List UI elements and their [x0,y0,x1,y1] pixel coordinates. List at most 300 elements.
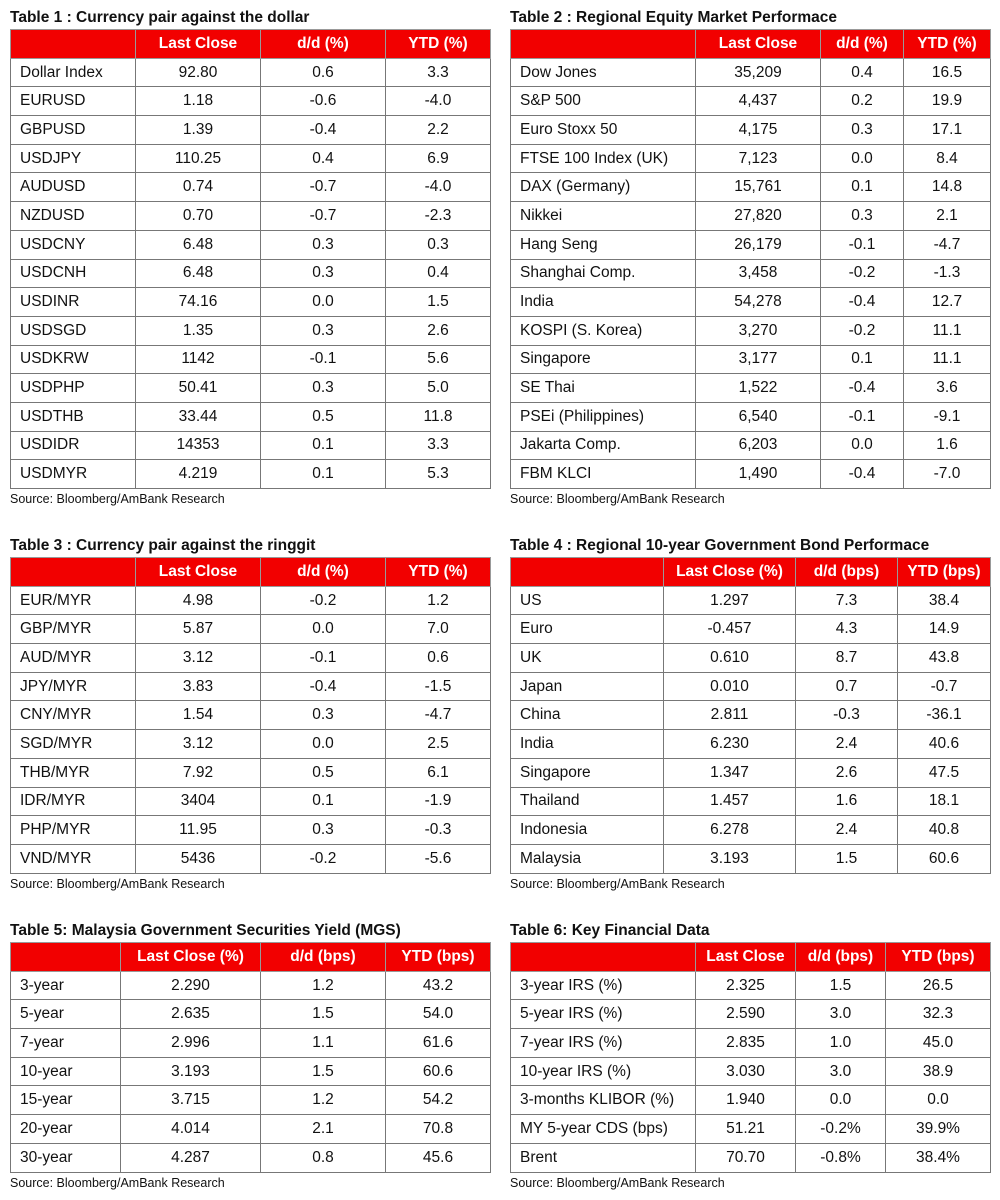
table-cell: -0.457 [664,615,796,644]
row-label: Singapore [511,758,664,787]
row-label: S&P 500 [511,87,696,116]
column-header: Last Close [136,558,261,587]
table-row [511,787,991,816]
table-3 [10,535,491,893]
table-row [11,615,491,644]
table-cell: 0.610 [664,644,796,673]
row-label: VND/MYR [11,844,136,873]
row-label: CNY/MYR [11,701,136,730]
table-cell: 0.3 [261,816,386,845]
column-header: YTD (%) [386,558,491,587]
table-cell: 1.347 [664,758,796,787]
row-label: USDIDR [11,431,136,460]
table-row [511,1143,991,1172]
table-cell: 11.1 [904,316,991,345]
table-row [511,1029,991,1058]
table-cell: 45.0 [886,1029,991,1058]
table-row [11,345,491,374]
table-5 [10,920,491,1192]
row-label: AUDUSD [11,173,136,202]
table-cell: 0.0 [261,615,386,644]
source-note: Source: Bloomberg/AmBank Research [510,1175,725,1190]
column-header: YTD (%) [904,30,991,59]
table-row [511,1057,991,1086]
table-4 [510,535,991,893]
table-row [511,1000,991,1029]
row-label: 10-year IRS (%) [511,1057,696,1086]
table-cell: 0.1 [261,431,386,460]
table-cell: 26,179 [696,230,821,259]
table-cell: -0.2 [821,259,904,288]
table-cell: 3,458 [696,259,821,288]
table-cell: 11.1 [904,345,991,374]
table-row [11,460,491,489]
table-cell: 0.2 [821,87,904,116]
table-cell: 0.3 [261,316,386,345]
table-row [511,259,991,288]
table-title: Table 6: Key Financial Data [510,922,710,939]
row-label: EURUSD [11,87,136,116]
row-label: SGD/MYR [11,730,136,759]
header-row [511,30,991,59]
table-cell: 3404 [136,787,261,816]
row-label: USDINR [11,288,136,317]
table-cell: 0.7 [796,672,898,701]
table-cell: -7.0 [904,460,991,489]
row-label: 5-year [11,1000,121,1029]
table-cell: 38.4 [898,586,991,615]
column-header [511,943,696,972]
table-cell: 0.3 [386,230,491,259]
data-table [10,29,491,489]
row-label: 3-months KLIBOR (%) [511,1086,696,1115]
column-header: YTD (%) [386,30,491,59]
table-cell: 1.457 [664,787,796,816]
table-cell: -0.7 [261,173,386,202]
table-row [11,1115,491,1144]
table-cell: 0.4 [386,259,491,288]
table-cell: -4.0 [386,87,491,116]
table-row [11,87,491,116]
row-label: Malaysia [511,844,664,873]
row-label: Dow Jones [511,58,696,87]
table-cell: 60.6 [898,844,991,873]
row-label: NZDUSD [11,202,136,231]
table-cell: 0.4 [261,144,386,173]
table-cell: 2.325 [696,971,796,1000]
header-row [511,943,991,972]
table-cell: -0.8% [796,1143,886,1172]
table-row [11,816,491,845]
column-header: Last Close [136,30,261,59]
table-cell: 1.1 [261,1029,386,1058]
table-cell: 1.6 [796,787,898,816]
table-row [11,116,491,145]
table-cell: 0.74 [136,173,261,202]
table-cell: -0.2 [261,844,386,873]
table-cell: -0.6 [261,87,386,116]
row-label: Indonesia [511,816,664,845]
row-label: PHP/MYR [11,816,136,845]
table-row [11,58,491,87]
table-cell: 14.9 [898,615,991,644]
table-cell: 3.12 [136,644,261,673]
table-cell: 1,490 [696,460,821,489]
table-cell: 2.1 [904,202,991,231]
table-cell: -36.1 [898,701,991,730]
table-cell: -0.1 [821,230,904,259]
table-cell: 3.715 [121,1086,261,1115]
table-cell: 1.940 [696,1086,796,1115]
table-cell: 70.70 [696,1143,796,1172]
table-cell: 5.6 [386,345,491,374]
row-label: USDJPY [11,144,136,173]
table-title: Table 2 : Regional Equity Market Performace [510,9,838,26]
table-row [511,173,991,202]
table-cell: -0.7 [898,672,991,701]
table-cell: 2.4 [796,730,898,759]
table-cell: 7.92 [136,758,261,787]
table-cell: 3.3 [386,431,491,460]
table-row [11,586,491,615]
table-cell: 6.1 [386,758,491,787]
table-row [11,1086,491,1115]
row-label: PSEi (Philippines) [511,402,696,431]
table-cell: 3.3 [386,58,491,87]
table-row [511,316,991,345]
table-row [11,402,491,431]
table-row [11,844,491,873]
table-row [11,644,491,673]
table-cell: 70.8 [386,1115,491,1144]
column-header [11,943,121,972]
data-table [10,557,491,874]
table-cell: 0.4 [821,58,904,87]
table-row [11,672,491,701]
table-cell: 1.2 [261,1086,386,1115]
table-row [11,787,491,816]
table-cell: 11.8 [386,402,491,431]
table-cell: 43.2 [386,971,491,1000]
table-cell: 1.35 [136,316,261,345]
header-row [11,30,491,59]
table-cell: 1.6 [904,431,991,460]
row-label: Euro [511,615,664,644]
table-cell: 2.1 [261,1115,386,1144]
table-cell: 35,209 [696,58,821,87]
table-cell: -5.6 [386,844,491,873]
table-cell: 4,175 [696,116,821,145]
column-header: YTD (bps) [886,943,991,972]
row-label: 20-year [11,1115,121,1144]
table-cell: -0.4 [821,460,904,489]
table-row [511,672,991,701]
table-cell: 12.7 [904,288,991,317]
table-cell: 33.44 [136,402,261,431]
row-label: Dollar Index [11,58,136,87]
table-cell: -0.1 [821,402,904,431]
table-cell: 0.3 [261,230,386,259]
table-cell: 15,761 [696,173,821,202]
row-label: USDTHB [11,402,136,431]
table-cell: 92.80 [136,58,261,87]
row-label: Thailand [511,787,664,816]
row-label: China [511,701,664,730]
table-title: Table 1 : Currency pair against the dollar [10,9,310,26]
table-cell: 4.3 [796,615,898,644]
column-header: YTD (bps) [898,558,991,587]
data-table [510,557,991,874]
table-row [511,1115,991,1144]
table-row [511,844,991,873]
table-cell: 54,278 [696,288,821,317]
header-row [11,558,491,587]
row-label: 7-year IRS (%) [511,1029,696,1058]
column-header [511,30,696,59]
table-cell: 2.996 [121,1029,261,1058]
table-cell: 40.6 [898,730,991,759]
table-cell: 2.635 [121,1000,261,1029]
source-note: Source: Bloomberg/AmBank Research [10,1175,225,1190]
row-label: SE Thai [511,374,696,403]
table-cell: 8.4 [904,144,991,173]
table-cell: 1.5 [796,844,898,873]
table-row [11,144,491,173]
header-row [511,558,991,587]
table-cell: -9.1 [904,402,991,431]
table-cell: 43.8 [898,644,991,673]
table-cell: 32.3 [886,1000,991,1029]
row-label: Hang Seng [511,230,696,259]
table-cell: -0.4 [261,116,386,145]
row-label: AUD/MYR [11,644,136,673]
table-cell: 50.41 [136,374,261,403]
table-cell: 7.0 [386,615,491,644]
row-label: USDPHP [11,374,136,403]
row-label: India [511,730,664,759]
table-row [11,1143,491,1172]
table-row [511,971,991,1000]
table-cell: 1.54 [136,701,261,730]
data-table [510,942,991,1173]
table-row [511,730,991,759]
table-cell: 1.18 [136,87,261,116]
table-cell: 1.2 [261,971,386,1000]
table-cell: 3.6 [904,374,991,403]
table-cell: 19.9 [904,87,991,116]
table-cell: 1.5 [261,1057,386,1086]
table-cell: 3.193 [121,1057,261,1086]
table-row [11,202,491,231]
table-row [11,288,491,317]
table-row [511,87,991,116]
source-note: Source: Bloomberg/AmBank Research [510,876,725,891]
row-label: US [511,586,664,615]
table-cell: 1.297 [664,586,796,615]
table-row [11,971,491,1000]
table-cell: 5436 [136,844,261,873]
table-cell: 16.5 [904,58,991,87]
table-cell: 1.39 [136,116,261,145]
source-note: Source: Bloomberg/AmBank Research [10,876,225,891]
table-cell: 0.3 [261,701,386,730]
table-cell: 26.5 [886,971,991,1000]
table-2 [510,7,991,508]
row-label: THB/MYR [11,758,136,787]
table-cell: 3.83 [136,672,261,701]
table-cell: 0.0 [261,730,386,759]
table-cell: 1.0 [796,1029,886,1058]
row-label: Japan [511,672,664,701]
table-cell: 0.5 [261,402,386,431]
table-cell: 74.16 [136,288,261,317]
table-cell: -4.7 [386,701,491,730]
table-row [511,230,991,259]
table-cell: 7.3 [796,586,898,615]
table-row [11,758,491,787]
header-row [11,943,491,972]
table-cell: 6.278 [664,816,796,845]
table-cell: 7,123 [696,144,821,173]
row-label: GBP/MYR [11,615,136,644]
table-cell: -0.3 [386,816,491,845]
table-cell: 45.6 [386,1143,491,1172]
table-cell: 61.6 [386,1029,491,1058]
table-title: Table 5: Malaysia Government Securities Yield (MGS) [10,922,401,939]
table-cell: 3,270 [696,316,821,345]
table-cell: 6.48 [136,230,261,259]
table-title: Table 3 : Currency pair against the ringgit [10,537,316,554]
table-cell: -1.5 [386,672,491,701]
table-cell: 0.0 [796,1086,886,1115]
table-cell: 40.8 [898,816,991,845]
table-cell: -0.7 [261,202,386,231]
row-label: FTSE 100 Index (UK) [511,144,696,173]
table-cell: 2.290 [121,971,261,1000]
table-row [511,615,991,644]
table-cell: 4,437 [696,87,821,116]
table-row [511,460,991,489]
row-label: USDKRW [11,345,136,374]
table-cell: 1,522 [696,374,821,403]
table-cell: 8.7 [796,644,898,673]
table-row [11,1057,491,1086]
table-cell: 51.21 [696,1115,796,1144]
table-cell: -0.2 [821,316,904,345]
table-cell: 39.9% [886,1115,991,1144]
column-header [11,558,136,587]
table-cell: 14353 [136,431,261,460]
column-header: d/d (bps) [796,943,886,972]
table-cell: 18.1 [898,787,991,816]
column-header: Last Close (%) [121,943,261,972]
table-cell: -0.4 [821,374,904,403]
table-cell: 4.287 [121,1143,261,1172]
row-label: Brent [511,1143,696,1172]
column-header: Last Close (%) [664,558,796,587]
table-cell: 11.95 [136,816,261,845]
row-label: Euro Stoxx 50 [511,116,696,145]
table-cell: 4.98 [136,586,261,615]
table-cell: -1.3 [904,259,991,288]
table-cell: -1.9 [386,787,491,816]
table-row [511,431,991,460]
row-label: USDCNH [11,259,136,288]
table-row [511,288,991,317]
row-label: JPY/MYR [11,672,136,701]
table-cell: 54.2 [386,1086,491,1115]
table-title: Table 4 : Regional 10-year Government Bond Performace [510,537,930,554]
table-cell: 2.4 [796,816,898,845]
table-cell: 6.48 [136,259,261,288]
row-label: USDCNY [11,230,136,259]
table-cell: 3,177 [696,345,821,374]
table-row [511,374,991,403]
table-cell: 1.5 [386,288,491,317]
column-header: d/d (%) [821,30,904,59]
data-table [10,942,491,1173]
row-label: MY 5-year CDS (bps) [511,1115,696,1144]
table-cell: 38.9 [886,1057,991,1086]
table-cell: 0.3 [821,116,904,145]
table-cell: -2.3 [386,202,491,231]
table-cell: -0.1 [261,644,386,673]
row-label: 15-year [11,1086,121,1115]
table-cell: -0.2% [796,1115,886,1144]
table-cell: 0.1 [261,460,386,489]
table-cell: 0.3 [821,202,904,231]
table-cell: 0.1 [821,173,904,202]
table-cell: 2.811 [664,701,796,730]
table-cell: 0.1 [261,787,386,816]
row-label: 30-year [11,1143,121,1172]
table-cell: 0.1 [821,345,904,374]
table-1 [10,7,491,508]
row-label: 10-year [11,1057,121,1086]
table-cell: 1142 [136,345,261,374]
source-note: Source: Bloomberg/AmBank Research [10,492,225,506]
column-header: d/d (bps) [261,943,386,972]
table-cell: 38.4% [886,1143,991,1172]
table-6 [510,920,991,1192]
table-row [11,1000,491,1029]
table-cell: -4.0 [386,173,491,202]
row-label: India [511,288,696,317]
table-cell: 0.3 [261,259,386,288]
table-row [511,116,991,145]
table-row [511,345,991,374]
table-row [11,701,491,730]
row-label: 7-year [11,1029,121,1058]
row-label: Singapore [511,345,696,374]
table-cell: 0.0 [261,288,386,317]
row-label: Jakarta Comp. [511,431,696,460]
column-header: YTD (bps) [386,943,491,972]
data-table [510,29,991,489]
table-cell: 0.010 [664,672,796,701]
table-cell: 110.25 [136,144,261,173]
table-row [511,586,991,615]
table-cell: 0.3 [261,374,386,403]
table-cell: 1.5 [261,1000,386,1029]
table-row [11,230,491,259]
table-row [511,644,991,673]
table-cell: -4.7 [904,230,991,259]
table-cell: 1.5 [796,971,886,1000]
table-row [511,58,991,87]
table-cell: 0.0 [821,144,904,173]
row-label: FBM KLCI [511,460,696,489]
